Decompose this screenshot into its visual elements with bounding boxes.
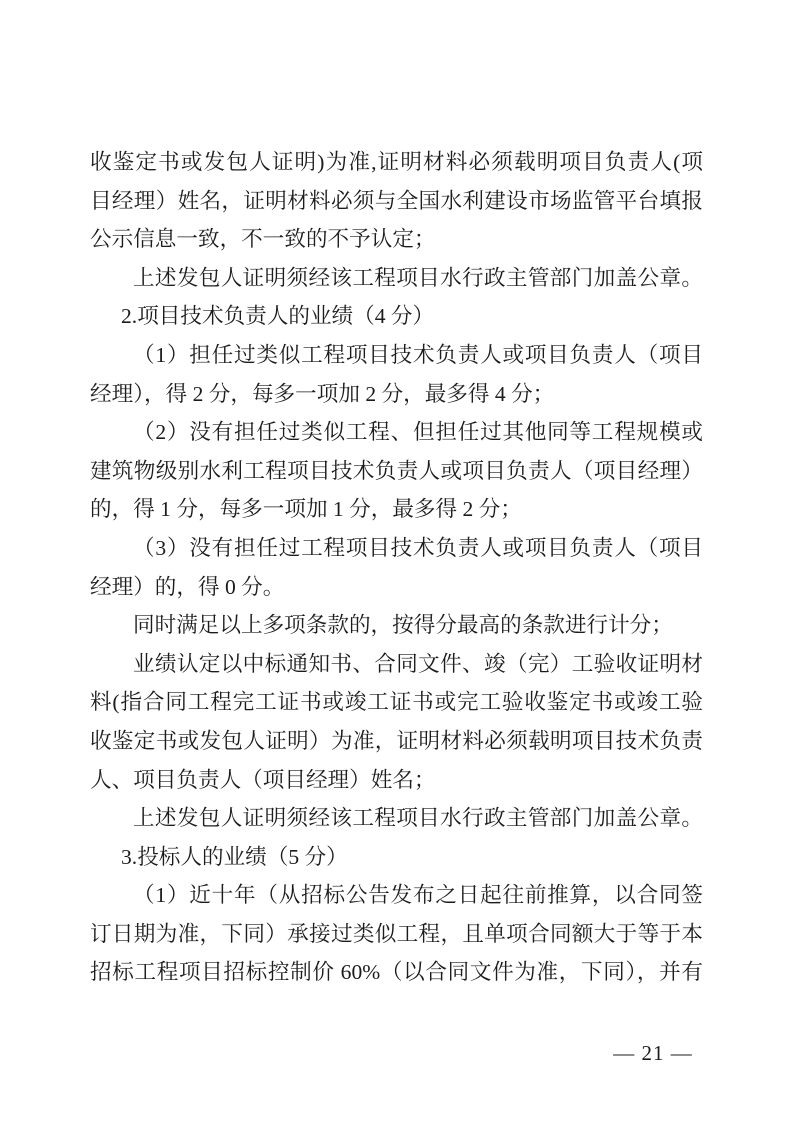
text-line: 订日期为准，下同）承接过类似工程，且单项合同额大于等于本 <box>90 921 703 946</box>
text-line: 收鉴定书或发包人证明）为准，证明材料必须载明项目技术负责 <box>90 728 703 753</box>
text-line: （3）没有担任过工程项目技术负责人或项目负责人（项目 <box>133 535 703 560</box>
text-line: 经理）的，得 0 分。 <box>90 574 285 599</box>
text-line: 3.投标人的业绩（5 分） <box>121 844 348 869</box>
page-number: — 21 — <box>613 1041 693 1065</box>
text-line: 上述发包人证明须经该工程项目水行政主管部门加盖公章。 <box>133 806 703 831</box>
text-line: 业绩认定以中标通知书、合同文件、竣（完）工验收证明材 <box>133 651 703 676</box>
text-line: 同时满足以上多项条款的，按得分最高的条款进行计分； <box>133 613 673 638</box>
text-line: 公示信息一致，不一致的不予认定； <box>90 227 436 252</box>
text-line: 2.项目技术负责人的业绩（4 分） <box>121 304 435 329</box>
text-block <box>90 143 703 992</box>
text-line: （2）没有担任过类似工程、但担任过其他同等工程规模或 <box>133 420 703 445</box>
text-line: 的，得 1 分，每多一项加 1 分，最多得 2 分； <box>90 497 522 522</box>
text-line: （1）担任过类似工程项目技术负责人或项目负责人（项目 <box>133 342 703 367</box>
text-line: 目经理）姓名，证明材料必须与全国水利建设市场监管平台填报 <box>90 188 703 213</box>
text-line: 人、项目负责人（项目经理）姓名； <box>90 767 436 792</box>
text-line: 上述发包人证明须经该工程项目水行政主管部门加盖公章。 <box>133 265 703 290</box>
text-line: 收鉴定书或发包人证明)为准,证明材料必须载明项目负责人(项 <box>90 150 703 174</box>
text-line: 建筑物级别水利工程项目技术负责人或项目负责人（项目经理） <box>90 458 703 483</box>
text-line: 料(指合同工程完工证书或竣工证书或完工验收鉴定书或竣工验 <box>90 690 703 715</box>
text-line: 经理），得 2 分，每多一项加 2 分，最多得 4 分； <box>90 381 555 406</box>
text-line: 招标工程项目招标控制价 60%（以合同文件为准，下同），并有 <box>90 960 703 985</box>
text-line: （1）近十年（从招标公告发布之日起往前推算，以合同签 <box>133 883 703 908</box>
